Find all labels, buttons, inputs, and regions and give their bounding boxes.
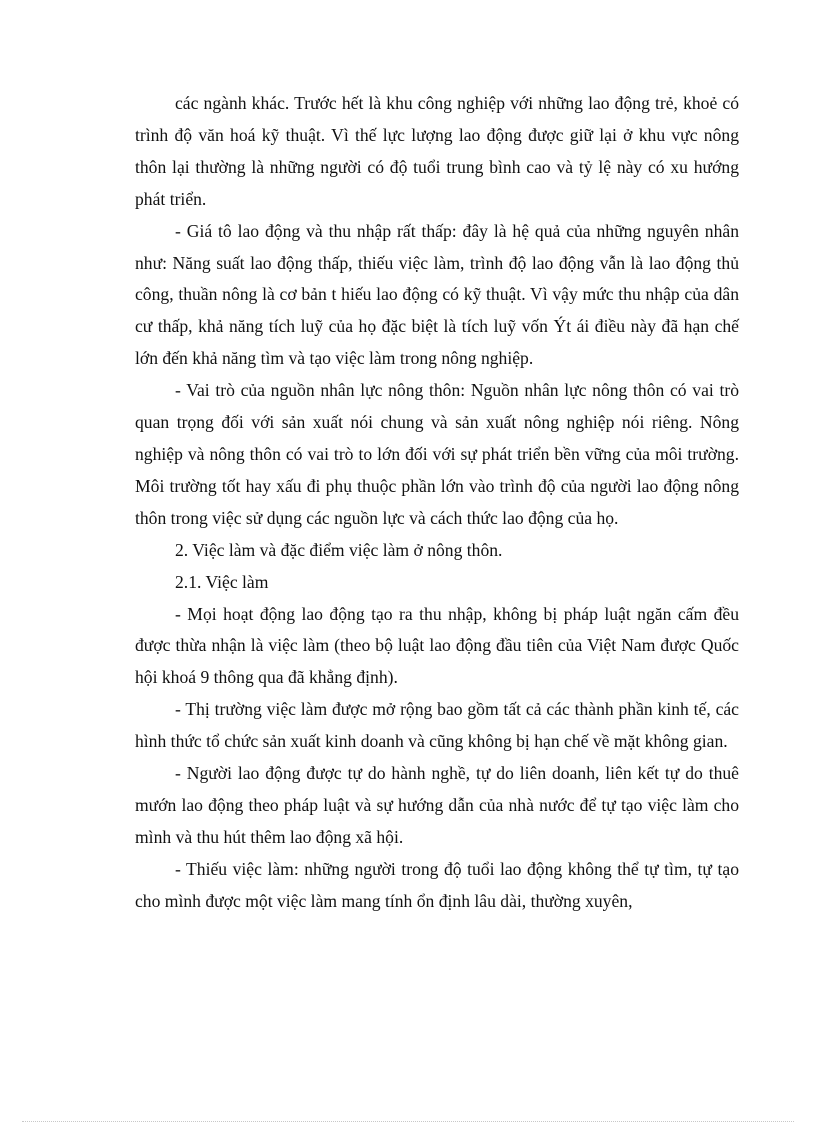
paragraph-rural-human-resources-role: - Vai trò của nguồn nhân lực nông thôn: Nguồn nhân lực nông thôn có vai trò quan trọng đối với sản xuất nói chung và sản xuất nông nghiệp nói riêng. Nông nghiệp và nông thôn có vai trò to lớn đối với sự phát triển bền vững của môi trường. Môi trường tốt hay xấu đi phụ thuộc phần lớn vào trình độ của người lao động nông thôn trong việc sử dụng các nguồn lực và cách thức lao động của họ. bbox=[135, 380, 739, 528]
subsection-heading-employment: 2.1. Việc làm bbox=[175, 571, 269, 592]
paragraph-continuation: các ngành khác. Trước hết là khu công nghiệp với những lao động trẻ, khoẻ có trình độ văn hoá kỹ thuật. Vì thế lực lượng lao động được giữ lại ở khu vực nông thôn lại thường là những người có độ tuổi trung bình cao và tỷ lệ này có xu hướng phát triển. bbox=[135, 93, 739, 209]
paragraph-employment-definition: - Mọi hoạt động lao động tạo ra thu nhập, không bị pháp luật ngăn cấm đều được thừa nhận là việc làm (theo bộ luật lao động đầu tiên của Việt Nam được Quốc hội khoá 9 thông qua đã khẳng định). bbox=[135, 603, 739, 688]
section-heading-employment: 2. Việc làm và đặc điểm việc làm ở nông thôn. bbox=[175, 539, 503, 560]
paragraph-labor-price-income: - Giá tô lao động và thu nhập rất thấp: đây là hệ quả của những nguyên nhân như: Năng suất lao động thấp, thiếu việc làm, trình độ lao động vẫn là lao động thủ công, thuần nông là cơ bản t hiếu lao động có kỹ thuật. Vì vậy mức thu nhập của dân cư thấp, khả năng tích luỹ của họ đặc biệt là tích luỹ vốn Ýt ái điều này đã hạn chế lớn đến khả năng tìm và tạo việc làm trong nông nghiệp. bbox=[135, 220, 739, 369]
paragraph-job-market: - Thị trường việc làm được mở rộng bao gồm tất cả các thành phần kinh tế, các hình thức tổ chức sản xuất kinh doanh và cũng không bị hạn chế về mặt không gian. bbox=[135, 699, 739, 752]
page-bottom-divider bbox=[22, 1121, 794, 1122]
paragraph-worker-freedom: - Người lao động được tự do hành nghề, tự do liên doanh, liên kết tự do thuê mướn lao động theo pháp luật và sự hướng dẫn của nhà nước để tự tạo việc làm cho mình và thu hút thêm lao động xã hội. bbox=[135, 763, 739, 847]
paragraph-underemployment: - Thiếu việc làm: những người trong độ tuổi lao động không thể tự tìm, tự tạo cho mình được một việc làm mang tính ổn định lâu dài, thường xuyên, bbox=[135, 858, 739, 911]
document-page bbox=[135, 88, 739, 918]
